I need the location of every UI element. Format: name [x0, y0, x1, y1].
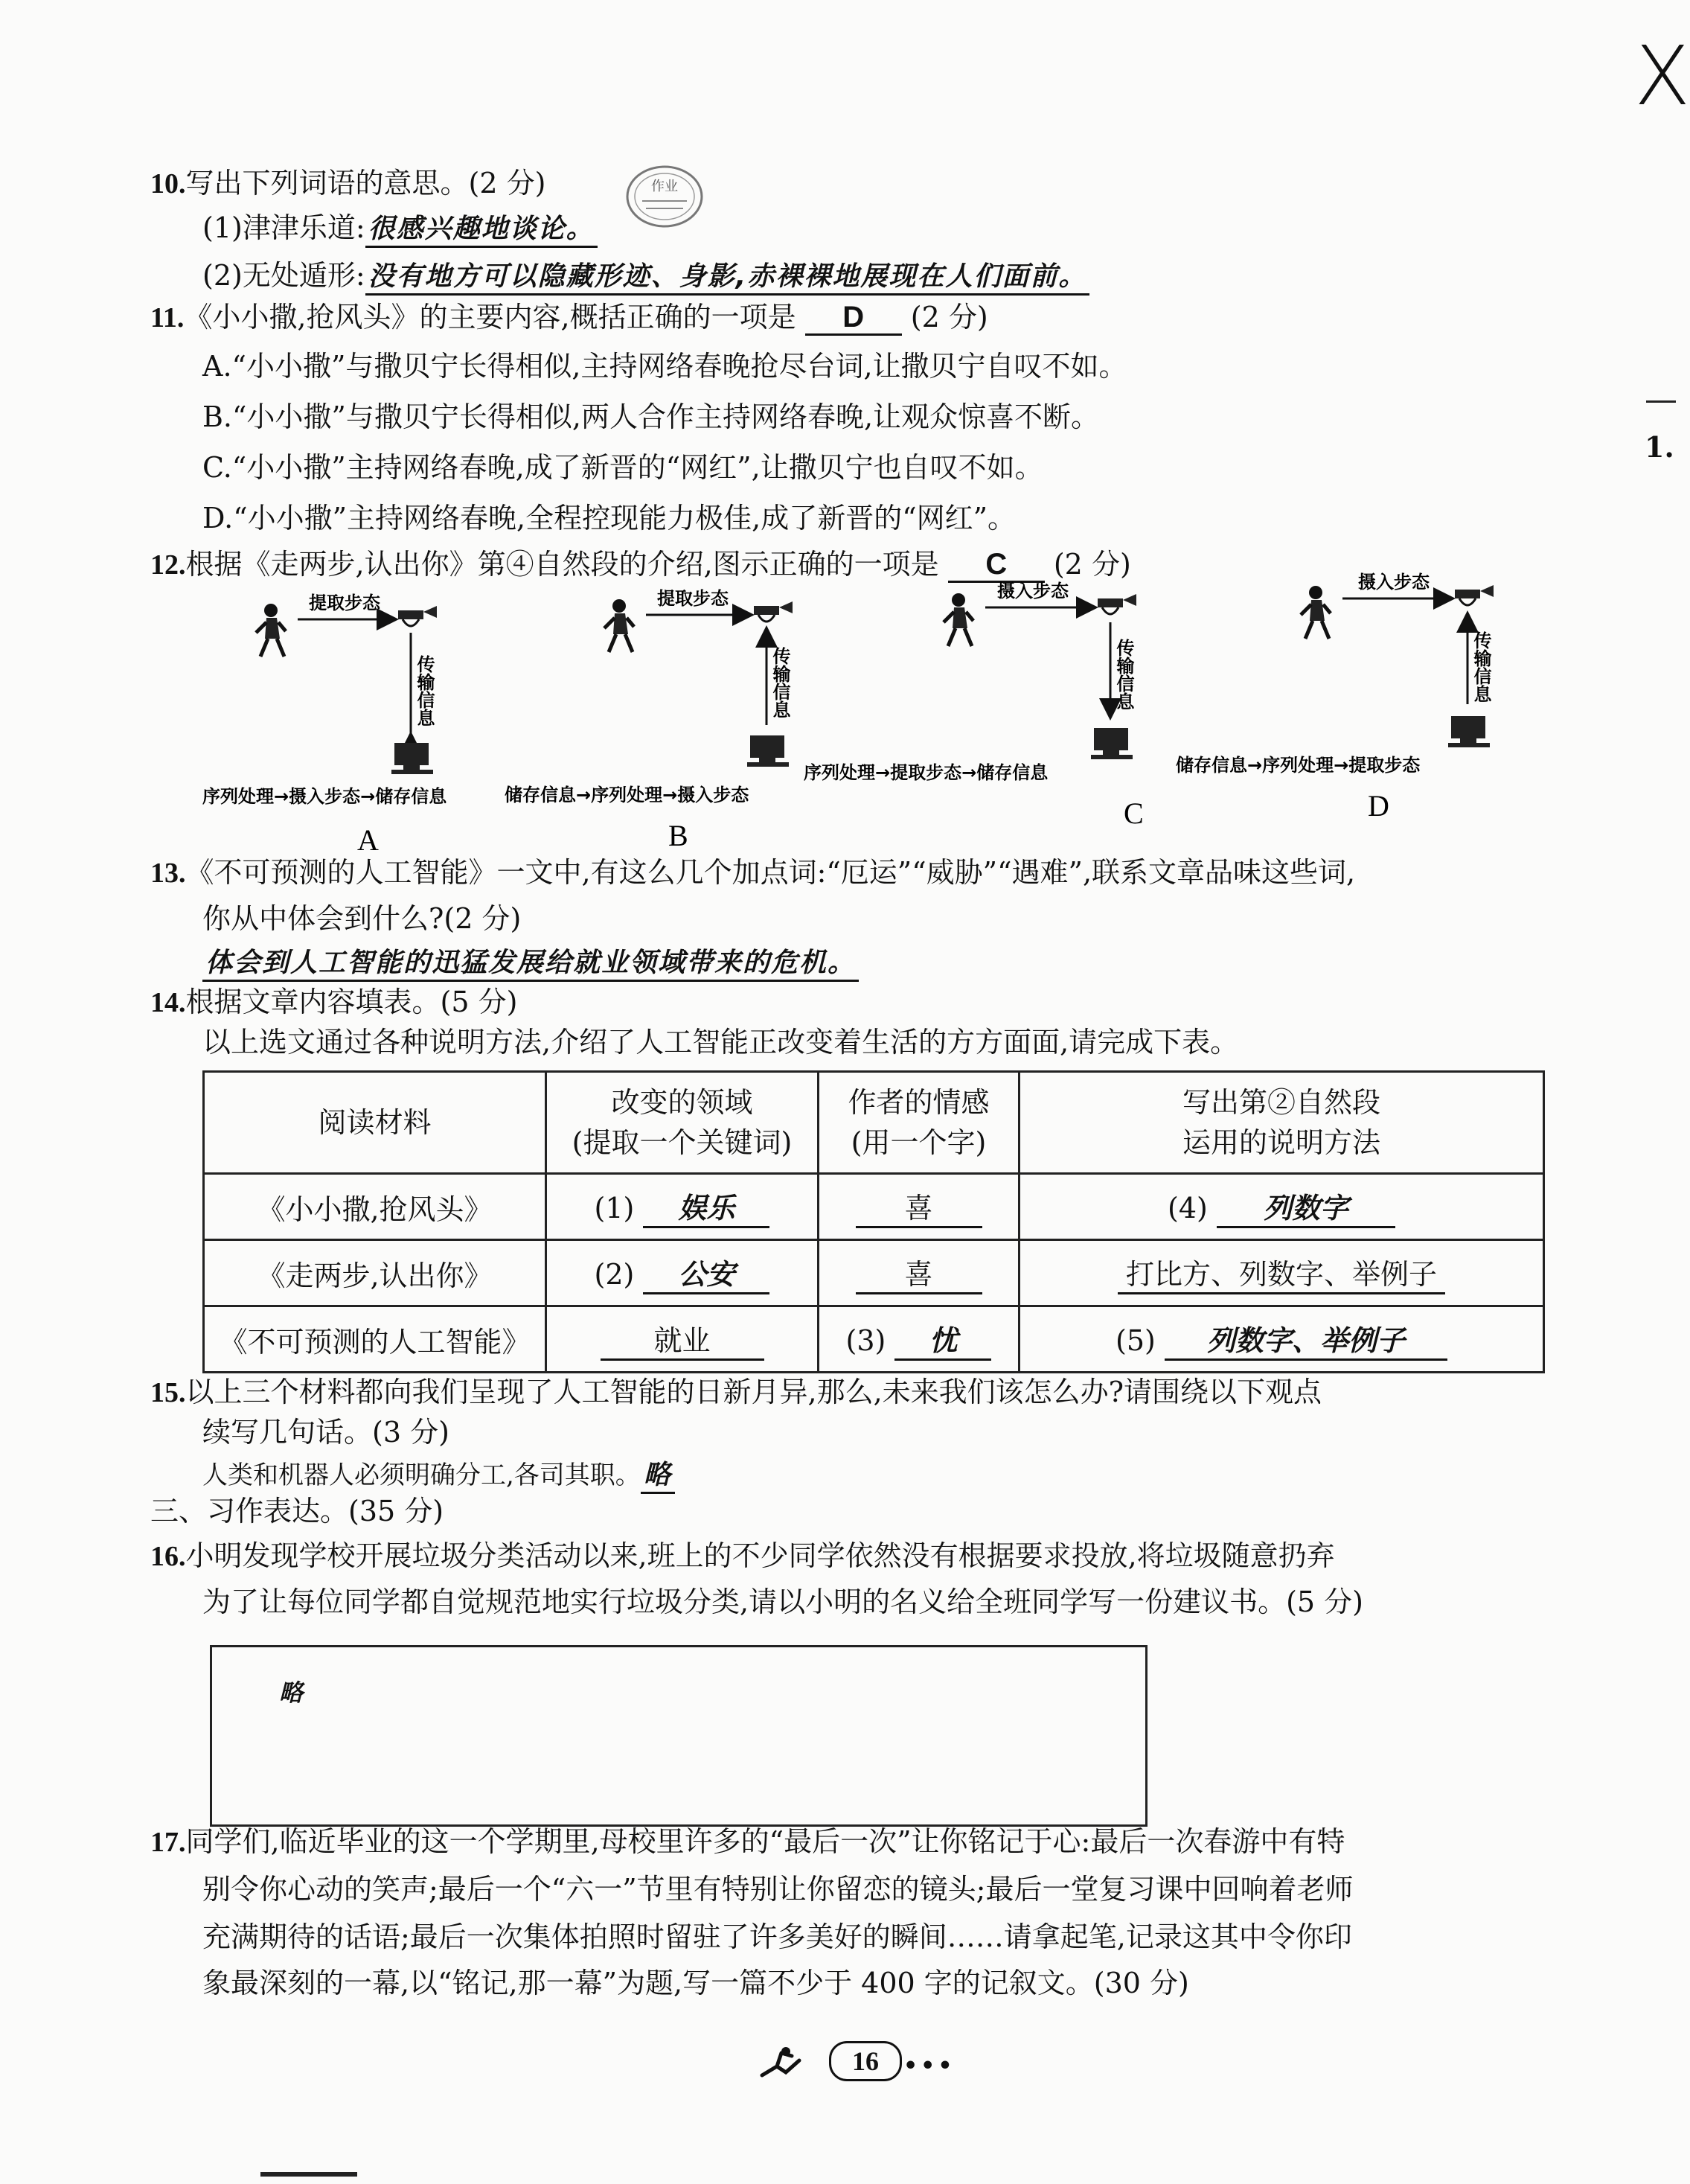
diagram-a-bottom-label: 序列处理→摄入步态→储存信息	[202, 786, 447, 807]
q10-item-1: (1)津津乐道: 很感兴趣地谈论。	[202, 210, 598, 247]
q16-answer: 略	[279, 1679, 305, 1707]
header-emotion: 作者的情感 (用一个字)	[819, 1072, 1020, 1174]
q14-title: 14.根据文章内容填表。(5 分)	[150, 986, 518, 1018]
diagram-d-side-label: 传输信息	[1470, 631, 1491, 703]
q11-option-c: C.“小小撒”主持网络春晚,成了新晋的“网红”,让撒贝宁也自叹不如。	[202, 451, 1043, 484]
q16-line1: 16.小明发现学校开展垃圾分类活动以来,班上的不少同学依然没有根据要求投放,将垃圾随意扔弃	[150, 1539, 1335, 1572]
q15-line1: 15.以上三个材料都向我们呈现了人工智能的日新月异,那么,未来我们该怎么办?请围绕以下观点	[150, 1376, 1322, 1408]
q10-item-2: (2)无处遁形: 没有地方可以隐藏形迹、身影,赤裸裸地展现在人们面前。	[202, 258, 1089, 295]
homework-stamp-icon	[624, 162, 705, 231]
q14-table	[202, 1070, 1545, 1373]
diagram-c-letter: C	[1124, 796, 1144, 830]
q17-line4: 象最深刻的一幕,以“铭记,那一幕”为题,写一篇不少于 400 字的记叙文。(30 分)	[202, 1967, 1189, 1999]
stamp-text: 作业	[651, 179, 678, 194]
q14-intro: 以上选文通过各种说明方法,介绍了人工智能正改变着生活的方方面面,请完成下表。	[202, 1026, 1239, 1059]
walking-person-icon	[1301, 586, 1331, 639]
diagram-b-bottom-label: 储存信息→序列处理→摄入步态	[505, 785, 749, 805]
q16-answer-box	[210, 1645, 1148, 1827]
section-3-title: 三、习作表达。(35 分)	[150, 1495, 444, 1527]
header-material: 阅读材料	[204, 1072, 546, 1174]
computer-icon	[1091, 728, 1133, 759]
diagram-d-letter: D	[1368, 789, 1389, 823]
q17-line2: 别令你心动的笑声;最后一个“六一”节里有特别让你留恋的镜头;最后一堂复习课中回响着老师	[202, 1873, 1354, 1906]
runner-icon	[756, 2046, 808, 2083]
diagram-d	[1176, 572, 1494, 823]
q11-question: 11.《小小撒,抢风头》的主要内容,概括正确的一项是 D (2 分)	[150, 299, 988, 336]
diagram-b-top-label: 提取步态	[657, 588, 729, 609]
computer-icon	[391, 743, 433, 774]
q10-title: 10.写出下列词语的意思。(2 分)	[150, 167, 546, 199]
diagram-b-letter: B	[668, 819, 688, 852]
table-header-row	[204, 1072, 1544, 1174]
table-row: 《走两步,认出你》 (2) 公安 喜 打比方、列数字、举例子	[204, 1240, 1544, 1306]
side-mark: 1.	[1645, 430, 1674, 464]
q13-line2: 你从中体会到什么?(2 分)	[202, 902, 522, 935]
diagram-a-top-label: 提取步态	[309, 593, 380, 613]
header-method: 写出第②自然段 运用的说明方法	[1020, 1072, 1544, 1174]
camera-icon	[1455, 585, 1494, 605]
table-row: 《小小撒,抢风头》 (1) 娱乐 喜 (4) 列数字	[204, 1174, 1544, 1240]
q16-line2: 为了让每位同学都自觉规范地实行垃圾分类,请以小明的名义给全班同学写一份建议书。(5 分)	[202, 1586, 1363, 1618]
walking-person-icon	[944, 593, 973, 646]
page-number: 16	[829, 2041, 902, 2081]
q15-line2: 续写几句话。(3 分)	[202, 1416, 449, 1449]
diagram-b-side-label: 传输信息	[769, 647, 790, 718]
q15-answer: 略	[641, 1460, 675, 1494]
diagram-d-top-label: 摄入步态	[1358, 572, 1430, 593]
camera-icon	[1098, 594, 1136, 614]
diagram-c	[804, 581, 1144, 830]
computer-icon	[747, 735, 789, 767]
corner-mark: X	[1634, 28, 1690, 124]
q17-line1: 17.同学们,临近毕业的这一个学期里,母校里许多的“最后一次”让你铭记于心:最后一次春游中有特	[150, 1825, 1345, 1858]
q17-line3: 充满期待的话语;最后一次集体拍照时留驻了许多美好的瞬间……请拿起笔,记录这其中令你印	[202, 1920, 1352, 1953]
diagram-c-top-label: 摄入步态	[997, 581, 1069, 601]
diagram-c-side-label: 传输信息	[1113, 639, 1134, 710]
table-row: 《不可预测的人工智能》 就业 (3) 忧 (5) 列数字、举例子	[204, 1306, 1544, 1373]
camera-icon	[398, 606, 437, 626]
diagram-d-bottom-label: 储存信息→序列处理→提取步态	[1176, 755, 1421, 776]
bottom-bar	[260, 2172, 357, 2177]
q11-option-d: D.“小小撒”主持网络春晚,全程控现能力极佳,成了新晋的“网红”。	[202, 502, 1017, 534]
side-dash	[1646, 400, 1676, 403]
q13-answer: 体会到人工智能的迅猛发展给就业领域带来的危机。	[202, 944, 859, 981]
diagram-a	[202, 593, 447, 857]
diagram-c-bottom-label: 序列处理→提取步态→储存信息	[804, 762, 1049, 783]
q12-answer: C	[948, 548, 1045, 583]
q11-answer: D	[805, 301, 902, 336]
diagram-a-letter: A	[357, 823, 379, 857]
walking-person-icon	[256, 604, 286, 657]
diagram-b	[505, 588, 793, 852]
q12-question: 12.根据《走两步,认出你》第④自然段的介绍,图示正确的一项是 C (2 分)	[150, 546, 1131, 583]
q11-option-b: B.“小小撒”与撒贝宁长得相似,两人合作主持网络春晚,让观众惊喜不断。	[202, 400, 1100, 433]
q15-prompt: 人类和机器人必须明确分工,各司其职。 略	[202, 1456, 675, 1493]
diagram-a-side-label: 传输信息	[414, 655, 435, 727]
computer-icon	[1448, 716, 1490, 747]
q11-option-a: A.“小小撒”与撒贝宁长得相似,主持网络春晚抢尽台词,让撒贝宁自叹不如。	[202, 350, 1127, 383]
camera-icon	[754, 601, 793, 622]
footer-dots: •••	[903, 2053, 956, 2079]
walking-person-icon	[604, 599, 634, 652]
header-field: 改变的领域 (提取一个关键词)	[546, 1072, 819, 1174]
q13-line1: 13.《不可预测的人工智能》一文中,有这么几个加点词:“厄运”“威胁”“遇难”,联系文章品味这些词,	[150, 856, 1356, 889]
